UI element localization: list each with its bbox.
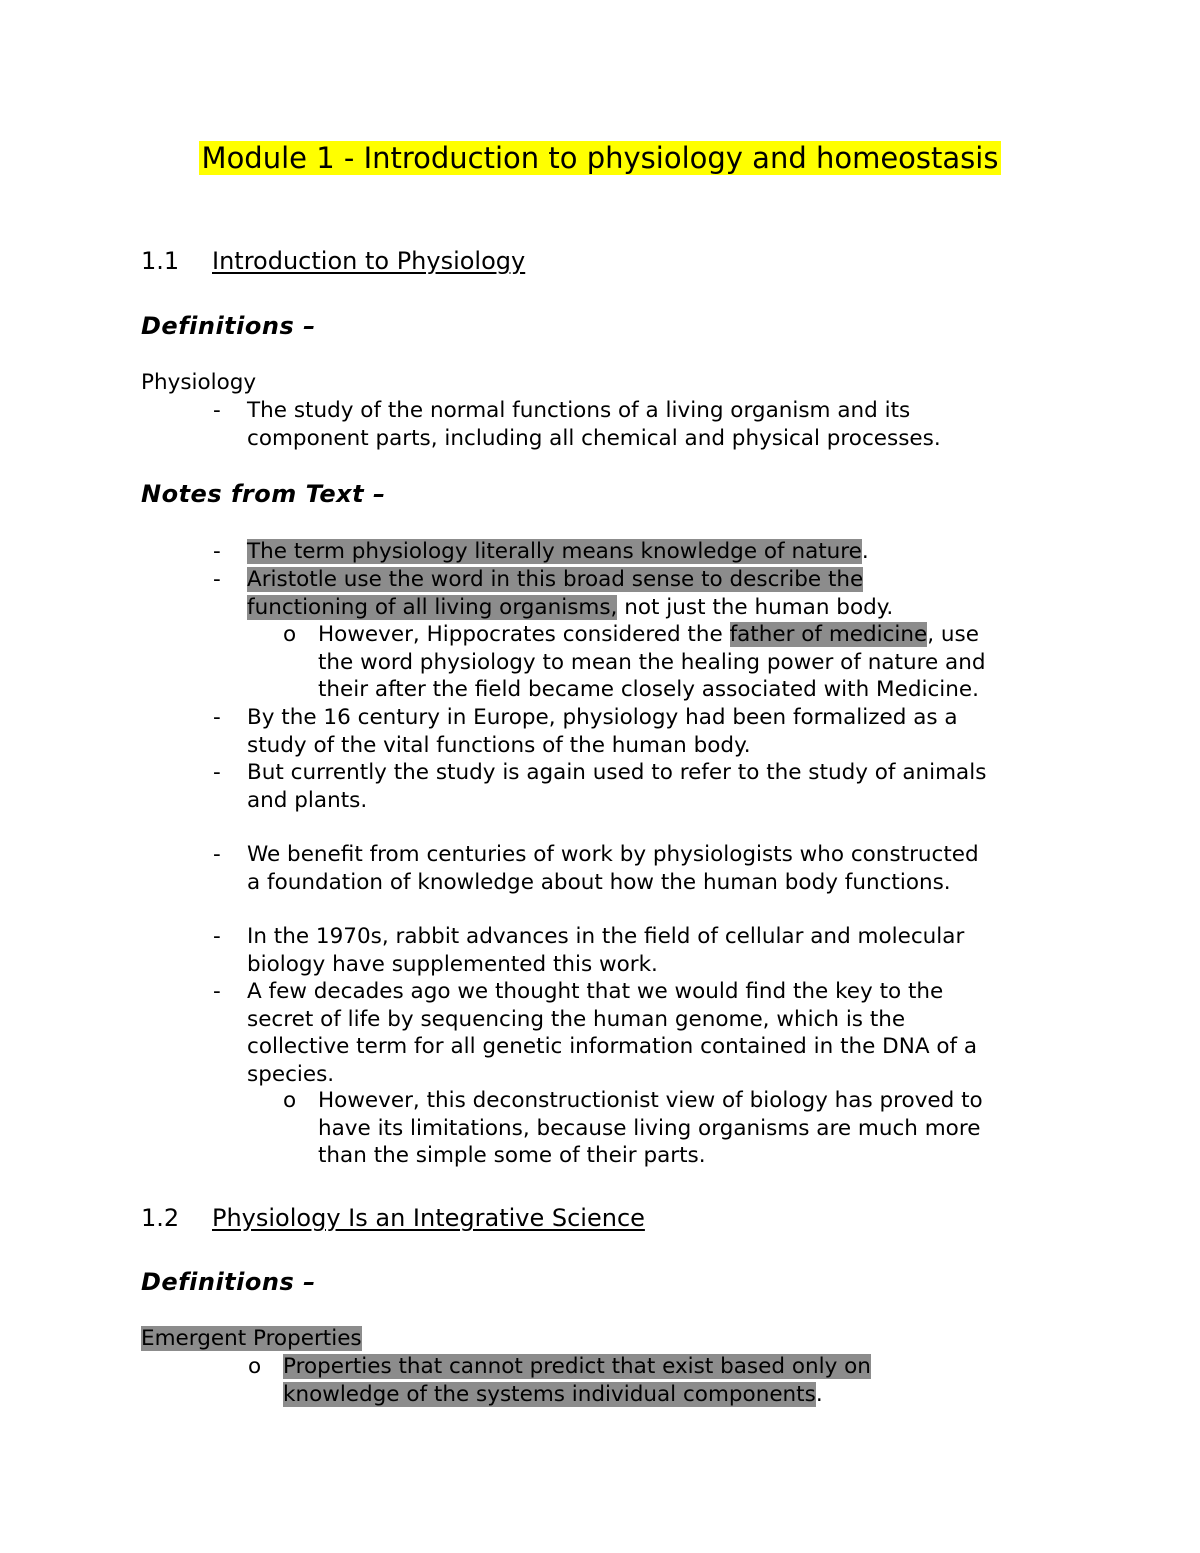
section-heading-1-2 (141, 1204, 941, 1236)
note-subitem: However, Hippocrates considered the father of medicine, use the word physiology to mean the healing power of nature and their after the field became closely associated with Medicine. (318, 622, 986, 703)
definitions-heading: Definitions – (141, 312, 316, 340)
note-item: But currently the study is again used to refer to the study of animals and plants. (247, 760, 987, 813)
bullet-dash: - (213, 539, 221, 564)
term-emergent-properties (141, 1325, 362, 1353)
highlighted-text: Emergent Properties (141, 1326, 362, 1351)
bullet-dash: - (213, 842, 221, 867)
notes-heading: Notes from Text – (141, 480, 386, 508)
definitions-heading: Definitions – (141, 1268, 316, 1296)
highlighted-text: father of medicine (729, 622, 928, 647)
highlighted-text: Properties that cannot predict that exist based only on (283, 1354, 871, 1379)
highlighted-text: Aristotle use the word in this broad sense to describe the (247, 567, 864, 592)
section-heading-1-1 (141, 247, 841, 279)
note-item: By the 16 century in Europe, physiology had been formalized as a study of the vital functions of the human body. (247, 705, 958, 758)
definition-text: The study of the normal functions of a living organism and its component parts, including all chemical and physical processes. (247, 398, 941, 451)
definition-text: Properties that cannot predict that exist based only on knowledge of the systems individual components. (283, 1354, 871, 1407)
bullet-dash: - (213, 705, 221, 730)
bullet-circle: o (283, 1088, 297, 1113)
section-number: 1.2 (141, 1204, 180, 1232)
note-item: In the 1970s, rabbit advances in the field of cellular and molecular biology have supplemented this work. (247, 924, 965, 977)
bullet-circle: o (283, 622, 297, 647)
bullet-dash: - (213, 567, 221, 592)
bullet-dash: - (213, 398, 221, 423)
bullet-dash: - (213, 760, 221, 785)
section-number: 1.1 (141, 247, 180, 275)
document-title: Module 1 - Introduction to physiology and homeostasis (0, 141, 1200, 175)
highlighted-text: knowledge of the systems individual components (283, 1381, 816, 1407)
bullet-dash: - (213, 924, 221, 949)
term-physiology: Physiology (141, 370, 257, 395)
note-item: We benefit from centuries of work by physiologists who constructed a foundation of knowledge about how the human body functions. (247, 842, 979, 895)
note-item: The term physiology literally means knowledge of nature. (247, 539, 869, 564)
note-subitem: However, this deconstructionist view of biology has proved to have its limitations, because living organisms are much more than the simple some of their parts. (318, 1088, 983, 1169)
highlighted-text: functioning of all living organisms, (247, 594, 618, 620)
note-item: A few decades ago we thought that we would find the key to the secret of life by sequencing the human genome, which is the collective term for all genetic information contained in the DNA of a species. (247, 979, 978, 1087)
section-title: Physiology Is an Integrative Science (212, 1204, 645, 1232)
bullet-dash: - (213, 979, 221, 1004)
section-title: Introduction to Physiology (212, 247, 526, 275)
bullet-circle: o (248, 1354, 262, 1379)
highlighted-text: The term physiology literally means knowledge of nature (247, 539, 862, 564)
note-item: Aristotle use the word in this broad sense to describe the functioning of all living organisms, not just the human body. (247, 567, 894, 620)
